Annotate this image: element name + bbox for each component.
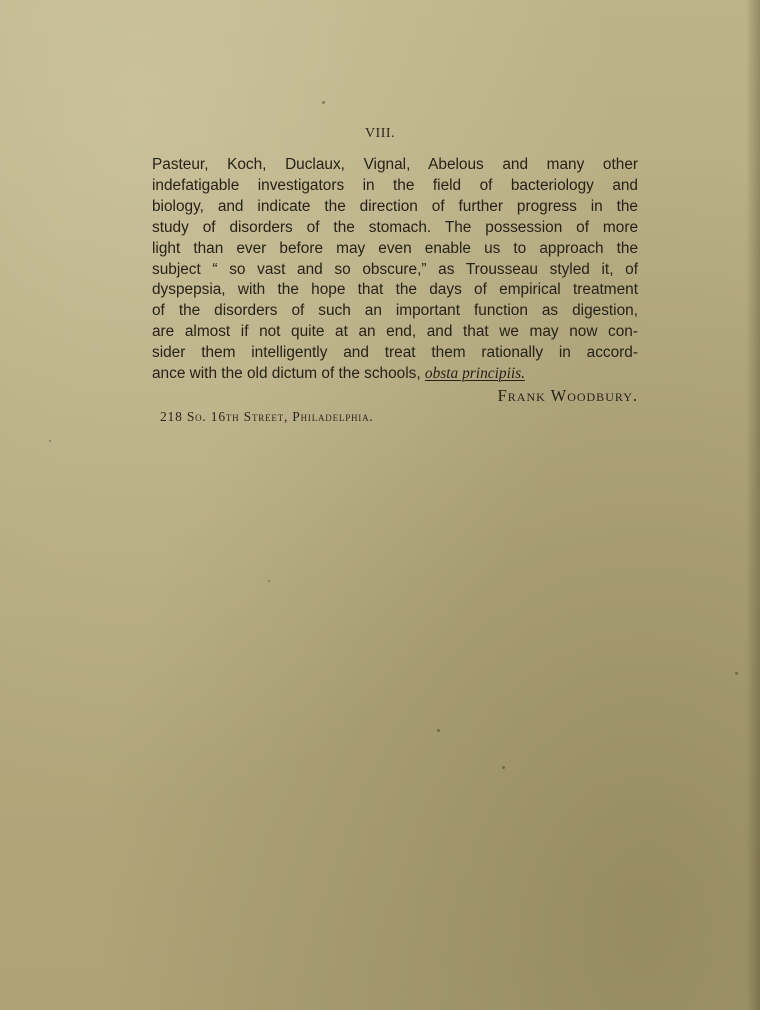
paper-speck [322, 101, 325, 104]
paragraph-line: Pasteur, Koch, Duclaux, Vignal, Abelous and many other [152, 156, 638, 173]
paragraph-line: light than ever before may even enable us to approach the [152, 239, 638, 257]
paragraph-line: study of disorders of the stomach. The possession of more [152, 218, 638, 236]
paragraph-line: of the disorders of such an important function as digestion, [152, 302, 638, 320]
body-paragraph [152, 155, 638, 385]
page-number: VIII. [364, 126, 396, 141]
paper-speck [268, 580, 270, 582]
paragraph-line: sider them intelligently and treat them rationally in accord- [152, 344, 638, 362]
latin-phrase: obsta principiis. [424, 365, 525, 383]
paper-speck [437, 729, 440, 732]
paper-speck [502, 766, 505, 769]
paragraph-line: biology, and indicate the direction of further progress in the [152, 197, 638, 215]
author-signature: Frank Woodbury. [497, 386, 638, 405]
paragraph-line: subject “ so vast and so obscure,” as Trousseau styled it, of [152, 260, 638, 278]
author-address: 218 So. 16th Street, Philadelphia. [160, 409, 374, 424]
paragraph-last-line [152, 364, 638, 385]
paragraph-last-line-text: ance with the old dictum of the schools, [152, 365, 425, 383]
paragraph-line: dyspepsia, with the hope that the days of empirical treatment [152, 281, 638, 299]
paragraph-line: are almost if not quite at an end, and that we may now con- [152, 323, 638, 341]
page-edge-shadow [746, 0, 760, 1010]
paper-speck [735, 672, 738, 675]
paragraph-line: indefatigable investigators in the field of bacteriology and [152, 176, 638, 194]
paper-speck [49, 440, 51, 442]
